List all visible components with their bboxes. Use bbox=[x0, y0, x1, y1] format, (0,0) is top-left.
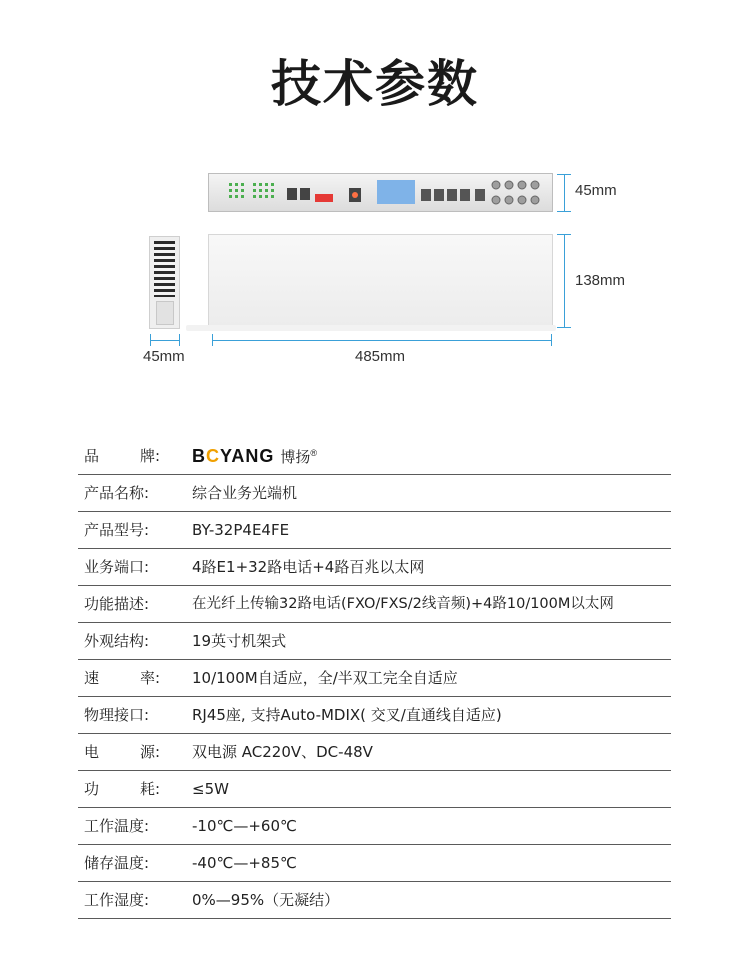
spec-row bbox=[78, 808, 671, 845]
dim-tick bbox=[551, 334, 552, 346]
dim-tick bbox=[557, 327, 571, 328]
spec-key: 功 耗: bbox=[84, 780, 160, 798]
dim-height-front: 45mm bbox=[575, 182, 617, 199]
device-rack-ear bbox=[186, 325, 556, 331]
spec-row bbox=[78, 771, 671, 808]
device-top-view bbox=[208, 234, 553, 328]
dim-depth: 138mm bbox=[575, 272, 626, 289]
spec-row bbox=[78, 697, 671, 734]
spec-key: 外观结构: bbox=[84, 632, 150, 650]
dim-width-main: 485mm bbox=[355, 348, 406, 365]
spec-value: 在光纤上传输32路电话(FXO/FXS/2线音频)+4路10/100M以太网 bbox=[192, 596, 614, 612]
dim-line-depth bbox=[564, 234, 565, 328]
spec-table bbox=[78, 438, 671, 919]
spec-row bbox=[78, 475, 671, 512]
side-bracket bbox=[156, 301, 174, 325]
front-panel-ports-graphic bbox=[209, 174, 552, 211]
spec-value: BY-32P4E4FE bbox=[192, 521, 290, 539]
spec-key: 电 源: bbox=[84, 743, 160, 761]
spec-key: 工作温度: bbox=[84, 817, 150, 835]
spec-row bbox=[78, 660, 671, 697]
spec-row bbox=[78, 882, 671, 919]
spec-row bbox=[78, 549, 671, 586]
dim-tick bbox=[179, 334, 180, 346]
dim-tick bbox=[150, 334, 151, 346]
spec-value: 0%—95%（无凝结） bbox=[192, 891, 340, 909]
spec-row-brand bbox=[78, 438, 671, 475]
spec-value: -40℃—+85℃ bbox=[192, 854, 297, 872]
side-vent bbox=[154, 241, 175, 297]
spec-value: 综合业务光端机 bbox=[192, 484, 298, 502]
dim-tick bbox=[212, 334, 213, 346]
spec-key bbox=[84, 438, 160, 474]
spec-value: 10/100M自适应，全/半双工完全自适应 bbox=[192, 669, 458, 687]
spec-value: -10℃—+60℃ bbox=[192, 817, 297, 835]
spec-key: 功能描述: bbox=[84, 595, 150, 613]
dim-width-side: 45mm bbox=[143, 348, 185, 365]
page-title: 技术参数 bbox=[271, 55, 479, 113]
spec-value: 4路E1+32路电话+4路百兆以太网 bbox=[192, 558, 425, 576]
spec-key: 业务端口: bbox=[84, 558, 150, 576]
spec-row bbox=[78, 586, 671, 623]
spec-row bbox=[78, 512, 671, 549]
spec-row bbox=[78, 623, 671, 660]
dim-tick bbox=[557, 174, 571, 175]
spec-key: 速 率: bbox=[84, 669, 160, 687]
spec-key: 工作湿度: bbox=[84, 891, 150, 909]
spec-value: ≤5W bbox=[192, 780, 229, 798]
spec-key: 储存温度: bbox=[84, 854, 150, 872]
spec-key: 产品型号: bbox=[84, 521, 150, 539]
spec-value: 19英寸机架式 bbox=[192, 632, 287, 650]
spec-row bbox=[78, 734, 671, 771]
spec-value: RJ45座, 支持Auto-MDIX( 交叉/直通线自适应) bbox=[192, 706, 502, 724]
spec-key: 产品名称: bbox=[84, 484, 150, 502]
dim-line-front-height bbox=[564, 174, 565, 212]
brand-chinese-name: 博扬® bbox=[280, 447, 318, 466]
brand-wordmark: BCYANG bbox=[192, 445, 275, 466]
spec-key-part: 品 bbox=[84, 447, 100, 465]
dim-tick bbox=[557, 234, 571, 235]
spec-key: 物理接口: bbox=[84, 706, 150, 724]
spec-value: 双电源 AC220V、DC-48V bbox=[192, 743, 373, 761]
dim-line-side-width bbox=[150, 340, 180, 341]
spec-key-part: 牌: bbox=[139, 447, 160, 465]
dim-tick bbox=[557, 211, 571, 212]
spec-row bbox=[78, 845, 671, 882]
brand-logo bbox=[192, 444, 317, 468]
dim-line-main-width bbox=[212, 340, 552, 341]
device-front-panel bbox=[208, 173, 553, 212]
device-side-view bbox=[149, 236, 180, 329]
